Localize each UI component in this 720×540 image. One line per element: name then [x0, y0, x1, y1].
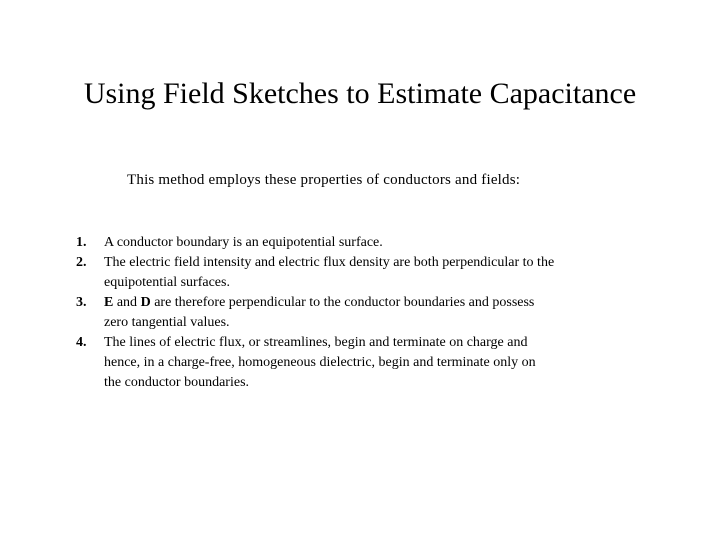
- property-text-3: [104, 293, 636, 333]
- properties-list: [76, 233, 636, 393]
- property-number-2: 2.: [76, 255, 87, 270]
- property-number-1: 1.: [76, 235, 87, 250]
- property-item-1: [76, 233, 636, 253]
- property-4-line-1: The lines of electric flux, or streamlines, begin and terminate on charge and: [104, 335, 528, 350]
- flux-density-symbol: D: [140, 295, 151, 310]
- property-item-3: [76, 293, 636, 333]
- property-4-line-3: the conductor boundaries.: [104, 375, 250, 390]
- property-2-line-2: equipotential surfaces.: [104, 275, 230, 290]
- property-3-and: and: [113, 295, 141, 310]
- property-text-2: [104, 253, 636, 293]
- property-item-2: [76, 253, 636, 293]
- property-3-line-1-rest: are therefore perpendicular to the conductor boundaries and possess: [150, 295, 535, 310]
- property-number-3: 3.: [76, 295, 87, 310]
- property-3-line-2: zero tangential values.: [104, 315, 230, 330]
- property-4-line-2: hence, in a charge-free, homogeneous dielectric, begin and terminate only on: [104, 355, 536, 370]
- property-number-4: 4.: [76, 335, 87, 350]
- property-text-1: [104, 233, 636, 253]
- property-text-4: [104, 333, 636, 393]
- property-1-line-1: A conductor boundary is an equipotential surface.: [104, 235, 383, 250]
- property-2-line-1: The electric field intensity and electric flux density are both perpendicular to the: [104, 255, 555, 270]
- electric-field-symbol: E: [104, 295, 114, 310]
- intro-text: This method employs these properties of conductors and fields:: [127, 172, 521, 188]
- property-item-4: [76, 333, 636, 393]
- slide-title: Using Field Sketches to Estimate Capacitance: [83, 77, 637, 110]
